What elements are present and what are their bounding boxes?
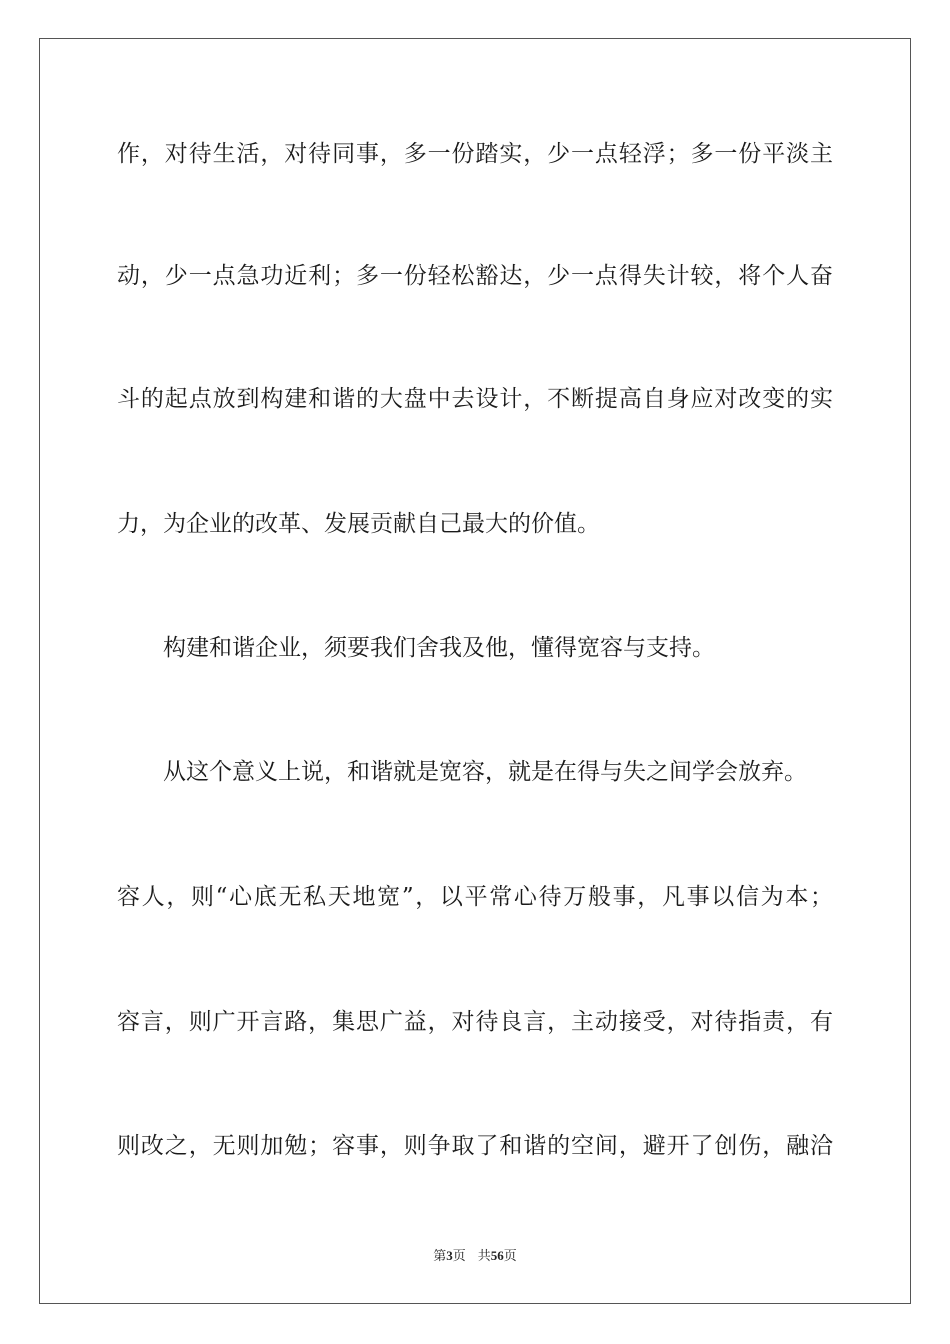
body-line-8: 容言，则广开言路，集思广益，对待良言，主动接受，对待指责，有 (117, 1009, 833, 1035)
body-line-4: 力，为企业的改革、发展贡献自己最大的价值。 (117, 511, 600, 537)
total-pages: 56 (490, 1248, 504, 1263)
body-line-1: 作，对待生活，对待同事，多一份踏实，少一点轻浮；多一份平淡主 (117, 141, 833, 167)
total-suffix: 页 (503, 1248, 517, 1263)
page-prefix: 第 (433, 1248, 447, 1263)
page-suffix: 页 (452, 1248, 466, 1263)
page-footer (0, 1247, 950, 1265)
paragraph-line-5: 构建和谐企业，须要我们舍我及他，懂得宽容与支持。 (163, 635, 715, 661)
page-border (39, 38, 911, 1304)
body-line-9: 则改之，无则加勉；容事，则争取了和谐的空间，避开了创伤，融洽 (117, 1133, 833, 1159)
body-line-3: 斗的起点放到构建和谐的大盘中去设计，不断提高自身应对改变的实 (117, 386, 833, 412)
body-line-7: 容人，则“心底无私天地宽”，以平常心待万般事，凡事以信为本； (117, 884, 833, 910)
body-line-2: 动，少一点急功近利；多一份轻松豁达，少一点得失计较，将个人奋 (117, 263, 833, 289)
total-prefix: 共 (477, 1248, 491, 1263)
paragraph-line-6: 从这个意义上说，和谐就是宽容，就是在得与失之间学会放弃。 (163, 759, 807, 785)
page-number: 3 (446, 1248, 453, 1263)
